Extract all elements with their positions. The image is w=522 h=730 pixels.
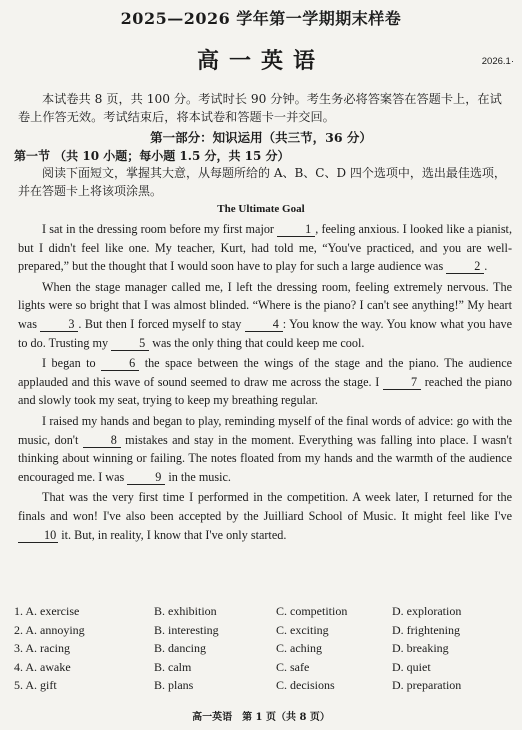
passage-paragraph-3 bbox=[18, 354, 512, 410]
blank-7: 7 bbox=[383, 376, 421, 390]
text-run: I sat in the dressing room before my first major bbox=[42, 222, 274, 236]
option-b: B. exhibition bbox=[154, 604, 217, 618]
option-a: 3. A. racing bbox=[14, 641, 70, 655]
blank-3: 3 bbox=[40, 318, 78, 332]
option-b: B. plans bbox=[154, 678, 194, 692]
passage-paragraph-4 bbox=[18, 412, 512, 486]
blank-1: 1 bbox=[277, 223, 315, 237]
blank-4: 4 bbox=[245, 318, 283, 332]
blank-8: 8 bbox=[83, 434, 121, 448]
option-c: C. competition bbox=[276, 604, 348, 618]
text-run: reached the piano and slowly took my seat, trying to keep my breathing regular. bbox=[18, 374, 513, 408]
section-directions: 阅读下面短文，掌握其大意，从每题所给的 A、B、C、D 四个选项中，选出最佳选项，并在答题卡上将该项涂黑。 bbox=[18, 166, 506, 198]
option-d: D. frightening bbox=[392, 622, 460, 637]
text-run: , feeling anxious. I looked like a pianist, but I didn't feel like one. My teacher, Kurt, had told me, “You've practiced, and you are well-prepared,” but the thought that I would soon have to play for such a large audience was bbox=[18, 222, 512, 274]
blank-5: 5 bbox=[111, 337, 149, 351]
passage-paragraph-2 bbox=[18, 278, 512, 352]
option-d: D. quiet bbox=[392, 659, 431, 674]
text-run: I raised my hands and began to play, reminding myself of the final words of advice: go with the music, don't bbox=[18, 413, 512, 447]
section-heading: 第一节 （共 10 小题；每小题 1.5 分，共 15 分） bbox=[14, 149, 290, 163]
blank-2: 2 bbox=[446, 260, 484, 274]
option-b: B. dancing bbox=[154, 641, 206, 655]
passage-title: The Ultimate Goal bbox=[217, 203, 305, 215]
text-run: mistakes and stay in the moment. Everything was falling into place. I wasn't thinking about winning or failing. The notes floated from my hands and the warmth of the audience encouraged me. I was bbox=[18, 432, 513, 484]
exam-date: 2026.1· bbox=[481, 56, 514, 67]
option-c: C. safe bbox=[276, 659, 310, 674]
text-run: it. But, in reality, I know that I've only started. bbox=[61, 527, 287, 542]
option-c: C. aching bbox=[276, 641, 322, 655]
option-a: 5. A. gift bbox=[14, 678, 57, 692]
text-run: the space between the wings of the stage and the piano. The audience applauded and this wave of sound seemed to draw me across the stage. I bbox=[18, 356, 513, 389]
option-b: B. calm bbox=[154, 659, 192, 674]
blank-10: 10 bbox=[18, 529, 58, 543]
option-d: D. preparation bbox=[392, 678, 462, 692]
text-run: . bbox=[484, 259, 488, 274]
option-c: C. decisions bbox=[276, 678, 335, 692]
option-c: C. exciting bbox=[276, 622, 329, 637]
exam-title: 2025—2026 学年第一学期期末样卷 bbox=[120, 9, 402, 28]
option-row-2 bbox=[14, 623, 514, 642]
text-run: . But then I forced myself to stay bbox=[78, 316, 242, 331]
text-run: was the only thing that could keep me cool. bbox=[152, 335, 365, 350]
subject-title: 高一英语 bbox=[196, 48, 325, 74]
blank-9: 9 bbox=[127, 471, 165, 485]
option-a: 4. A. awake bbox=[14, 659, 71, 674]
text-run: That was the very first time I performed in the competition. A week later, I returned for the finals and won! I've also been accepted by the Juilliard School of Music. It might feel like I've bbox=[18, 490, 512, 523]
option-row-3 bbox=[14, 641, 514, 660]
passage-paragraph-1 bbox=[18, 220, 512, 276]
page-footer: 高一英语 第 1 页（共 8 页） bbox=[192, 712, 330, 723]
text-run: When the stage manager called me, I left the dressing room, feeling extremely nervous. The lights were so bright that I was almost blinded. “Where is the piano? I can't see anything!” My heart was bbox=[18, 279, 512, 331]
option-a: 1. A. exercise bbox=[14, 604, 80, 618]
text-run: : You know the way. You know what you have to do. Trusting my bbox=[18, 316, 512, 350]
text-run: I began to bbox=[42, 356, 96, 371]
option-d: D. exploration bbox=[392, 604, 462, 618]
option-d: D. breaking bbox=[392, 641, 449, 655]
text-run: in the music. bbox=[168, 469, 231, 484]
answer-options bbox=[14, 604, 514, 697]
exam-instructions: 本试卷共 8 页，共 100 分。考试时长 90 分钟。考生务必将答案答在答题卡上，在试卷上作答无效。考试结束后，将本试卷和答题卡一并交回。 bbox=[18, 92, 502, 124]
option-row-4 bbox=[14, 660, 514, 679]
part-heading: 第一部分：知识运用（共三节，36 分） bbox=[150, 130, 372, 145]
blank-6: 6 bbox=[101, 357, 139, 371]
option-row-1 bbox=[14, 604, 514, 623]
option-row-5 bbox=[14, 678, 514, 697]
passage-paragraph-5 bbox=[18, 488, 512, 544]
option-a: 2. A. annoying bbox=[14, 622, 85, 637]
passage-body bbox=[18, 220, 512, 546]
option-b: B. interesting bbox=[154, 622, 219, 637]
